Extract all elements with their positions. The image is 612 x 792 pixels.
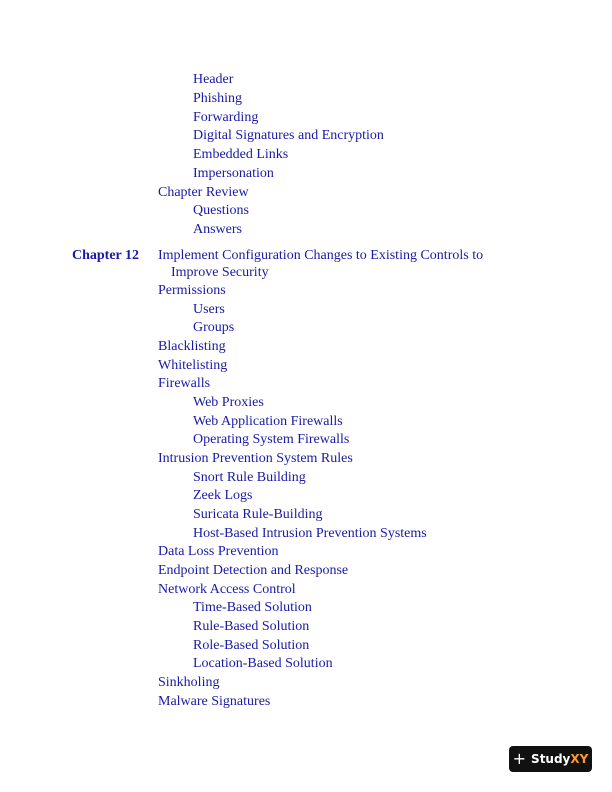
- toc-entry-digital-signatures[interactable]: Digital Signatures and Encryption: [193, 128, 384, 143]
- toc-entry-phishing[interactable]: Phishing: [193, 91, 243, 106]
- toc-entry-location-based-solution[interactable]: Location-Based Solution: [193, 656, 333, 671]
- toc-entry-impersonation[interactable]: Impersonation: [193, 166, 274, 181]
- toc-entry-rule-based-solution[interactable]: Rule-Based Solution: [193, 619, 310, 634]
- brand-name-accent: XY: [570, 752, 589, 766]
- toc-entry-role-based-solution[interactable]: Role-Based Solution: [193, 638, 310, 653]
- toc-entry-malware-signatures[interactable]: Malware Signatures: [158, 694, 271, 709]
- toc-entry-chapter-review[interactable]: Chapter Review: [158, 185, 249, 200]
- toc-entry-header[interactable]: Header: [193, 72, 234, 87]
- toc-entry-host-based-ips[interactable]: Host-Based Intrusion Prevention Systems: [193, 526, 427, 541]
- toc-entry-users[interactable]: Users: [193, 302, 225, 317]
- toc-entry-forwarding[interactable]: Forwarding: [193, 110, 259, 125]
- toc-entry-blacklisting[interactable]: Blacklisting: [158, 339, 226, 354]
- toc-entry-snort-rule-building[interactable]: Snort Rule Building: [193, 470, 306, 485]
- toc-entry-network-access-control[interactable]: Network Access Control: [158, 582, 296, 597]
- toc-entry-sinkholing[interactable]: Sinkholing: [158, 675, 220, 690]
- toc-entry-embedded-links[interactable]: Embedded Links: [193, 147, 289, 162]
- toc-entry-groups[interactable]: Groups: [193, 320, 235, 335]
- toc-entry-edr[interactable]: Endpoint Detection and Response: [158, 563, 349, 578]
- toc-entry-ips-rules[interactable]: Intrusion Prevention System Rules: [158, 451, 353, 466]
- chapter-title-line-1[interactable]: Implement Configuration Changes to Existing Controls to: [158, 248, 484, 263]
- plus-icon: +: [512, 749, 527, 768]
- toc-entry-os-firewalls[interactable]: Operating System Firewalls: [193, 432, 350, 447]
- toc-entry-web-application-firewalls[interactable]: Web Application Firewalls: [193, 414, 343, 429]
- toc-entry-suricata-rule-building[interactable]: Suricata Rule-Building: [193, 507, 323, 522]
- toc-entry-permissions[interactable]: Permissions: [158, 283, 226, 298]
- toc-entry-whitelisting[interactable]: Whitelisting: [158, 358, 228, 373]
- toc-entry-data-loss-prevention[interactable]: Data Loss Prevention: [158, 544, 279, 559]
- chapter-title-line-2[interactable]: Improve Security: [171, 265, 269, 280]
- toc-entry-firewalls[interactable]: Firewalls: [158, 376, 211, 391]
- brand-name: Study: [531, 752, 571, 766]
- chapter-label[interactable]: Chapter 12: [72, 248, 140, 263]
- toc-entry-zeek-logs[interactable]: Zeek Logs: [193, 488, 253, 503]
- toc-entry-answers[interactable]: Answers: [193, 222, 242, 237]
- studyxy-badge: [509, 746, 592, 772]
- toc-entry-questions[interactable]: Questions: [193, 203, 249, 218]
- toc-entry-time-based-solution[interactable]: Time-Based Solution: [193, 600, 312, 615]
- toc-entry-web-proxies[interactable]: Web Proxies: [193, 395, 264, 410]
